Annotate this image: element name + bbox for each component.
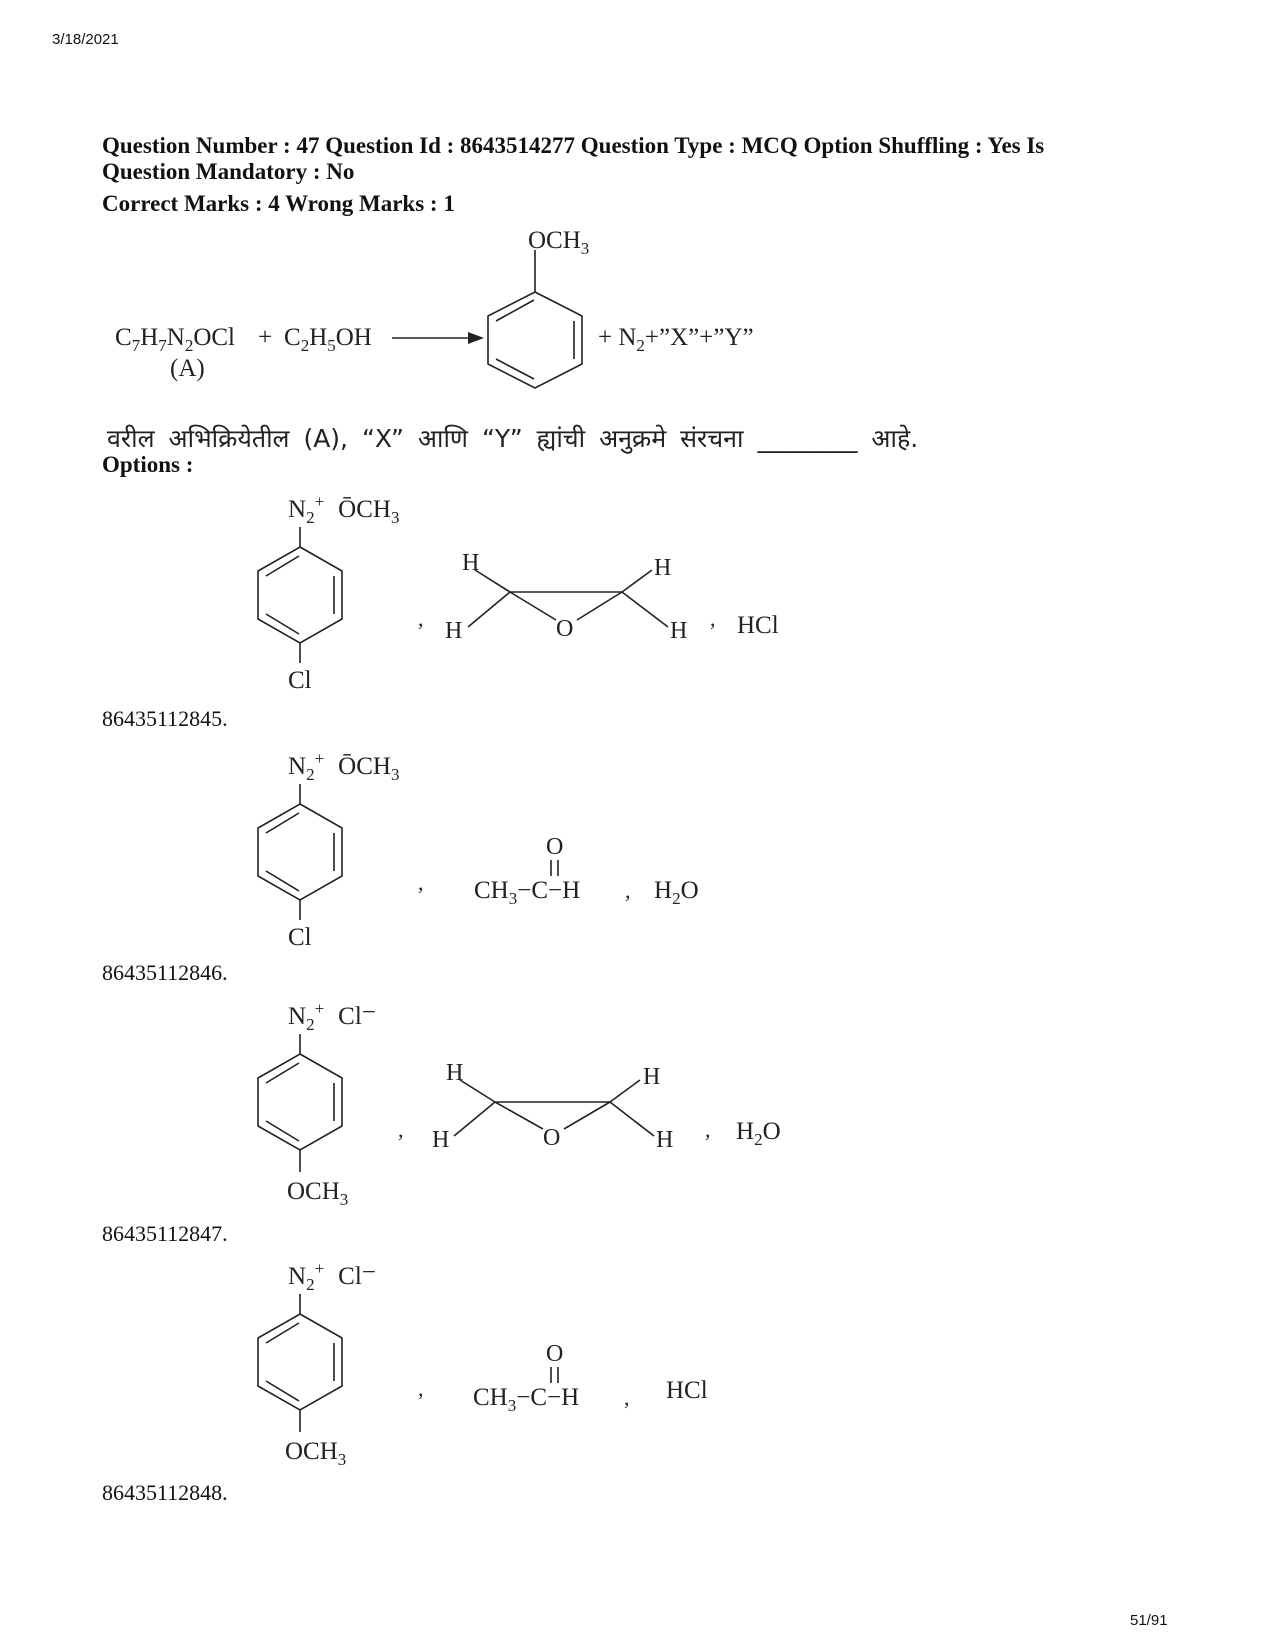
option-2-acetaldehyde (474, 834, 580, 908)
svg-text:N2+ŌCH3: $N_2^+$ $ŌCH_3$ (288, 752, 400, 784)
answer-blank: ________ (757, 424, 858, 453)
page-number: 51/91 (1130, 1612, 1168, 1629)
option-2-id[interactable]: 86435112846. (102, 960, 228, 985)
svg-text:,: , (418, 1376, 424, 1401)
svg-text:N2+ŌCH3: $N_2^+$ $ŌCH_3$ (288, 495, 400, 527)
svg-text:N2+Cl−: $N_2^+$ Cl− (288, 1262, 376, 1294)
question-text-end: आहे. (871, 424, 919, 453)
option-3-epoxide (432, 1060, 673, 1153)
question-text-main: वरील अभिक्रियेतील (A), “X” आणि “Y” ह्यांची अनुक्रमे संरचना (107, 424, 744, 453)
option-1-y: HCl (737, 612, 779, 639)
option-4-structures (240, 1262, 840, 1492)
svg-text:,: , (625, 878, 631, 903)
svg-text:H: H (656, 1127, 674, 1153)
svg-text:OCH3: $OCH_3$ (287, 1178, 349, 1209)
product-anisole (488, 227, 589, 388)
question-meta-line2: Question Mandatory : No (102, 159, 355, 184)
svg-text:Cl: Cl (288, 667, 312, 694)
svg-text:H: H (670, 618, 688, 644)
reaction-scheme (100, 222, 860, 402)
option-1-id[interactable]: 86435112845. (102, 706, 228, 731)
svg-text:O: O (546, 1341, 564, 1367)
option-3-y: $H_2O$ (736, 1118, 781, 1149)
svg-text:,: , (418, 870, 424, 895)
svg-text:O: O (546, 834, 564, 860)
svg-text:N2+Cl−: $N_2^+$ Cl− (288, 1002, 376, 1034)
option-4-acetaldehyde (473, 1341, 579, 1415)
option-2-structures (240, 752, 840, 972)
option-4-id[interactable]: 86435112848. (102, 1480, 228, 1505)
svg-text:H: H (445, 618, 463, 644)
arrow-head (468, 332, 484, 344)
question-text (107, 421, 918, 455)
plus-sign: + (258, 324, 273, 351)
svg-text:,: , (418, 606, 424, 631)
option-1-structures (240, 495, 840, 715)
reactant-a-label: (A) (170, 355, 205, 382)
svg-text:H: H (432, 1127, 450, 1153)
reactant-ethanol: $C_2H_5OH$ (284, 324, 372, 355)
option-2-y: $H_2O$ (654, 877, 699, 908)
products-tail: + $N_2+”X”+”Y$” (598, 324, 754, 355)
svg-text:,: , (705, 1117, 711, 1142)
svg-text:,: , (624, 1385, 630, 1410)
svg-text:O: O (543, 1125, 561, 1151)
svg-text:OCH3: $OCH_3$ (285, 1438, 347, 1469)
svg-text:H: H (462, 550, 480, 576)
svg-text:O: O (556, 616, 574, 642)
option-3-id[interactable]: 86435112847. (102, 1221, 228, 1246)
reactant-a: $C_7H_7N_2OCl$ (115, 324, 235, 355)
question-meta-line1: Question Number : 47 Question Id : 8643514277 Question Type : MCQ Option Shuffling : Yes Is (102, 133, 1045, 158)
svg-text:CH3−C−H: $CH_3-C-H$ (474, 877, 581, 908)
svg-text:H: H (643, 1064, 661, 1090)
svg-text:Cl: Cl (288, 924, 312, 951)
svg-text:OCH3: $OCH_3$ (528, 227, 590, 258)
svg-text:CH3−C−H: $CH_3-C-H$ (473, 1384, 580, 1415)
option-4-y: HCl (666, 1377, 708, 1404)
option-3-structures (240, 1002, 840, 1232)
svg-text:H: H (446, 1060, 464, 1086)
svg-text:,: , (710, 606, 716, 631)
question-marks: Correct Marks : 4 Wrong Marks : 1 (102, 191, 455, 216)
print-date: 3/18/2021 (52, 31, 119, 48)
svg-text:,: , (398, 1117, 404, 1142)
options-label: Options : (102, 452, 194, 477)
svg-text:H: H (654, 555, 672, 581)
option-1-epoxide (445, 550, 687, 644)
